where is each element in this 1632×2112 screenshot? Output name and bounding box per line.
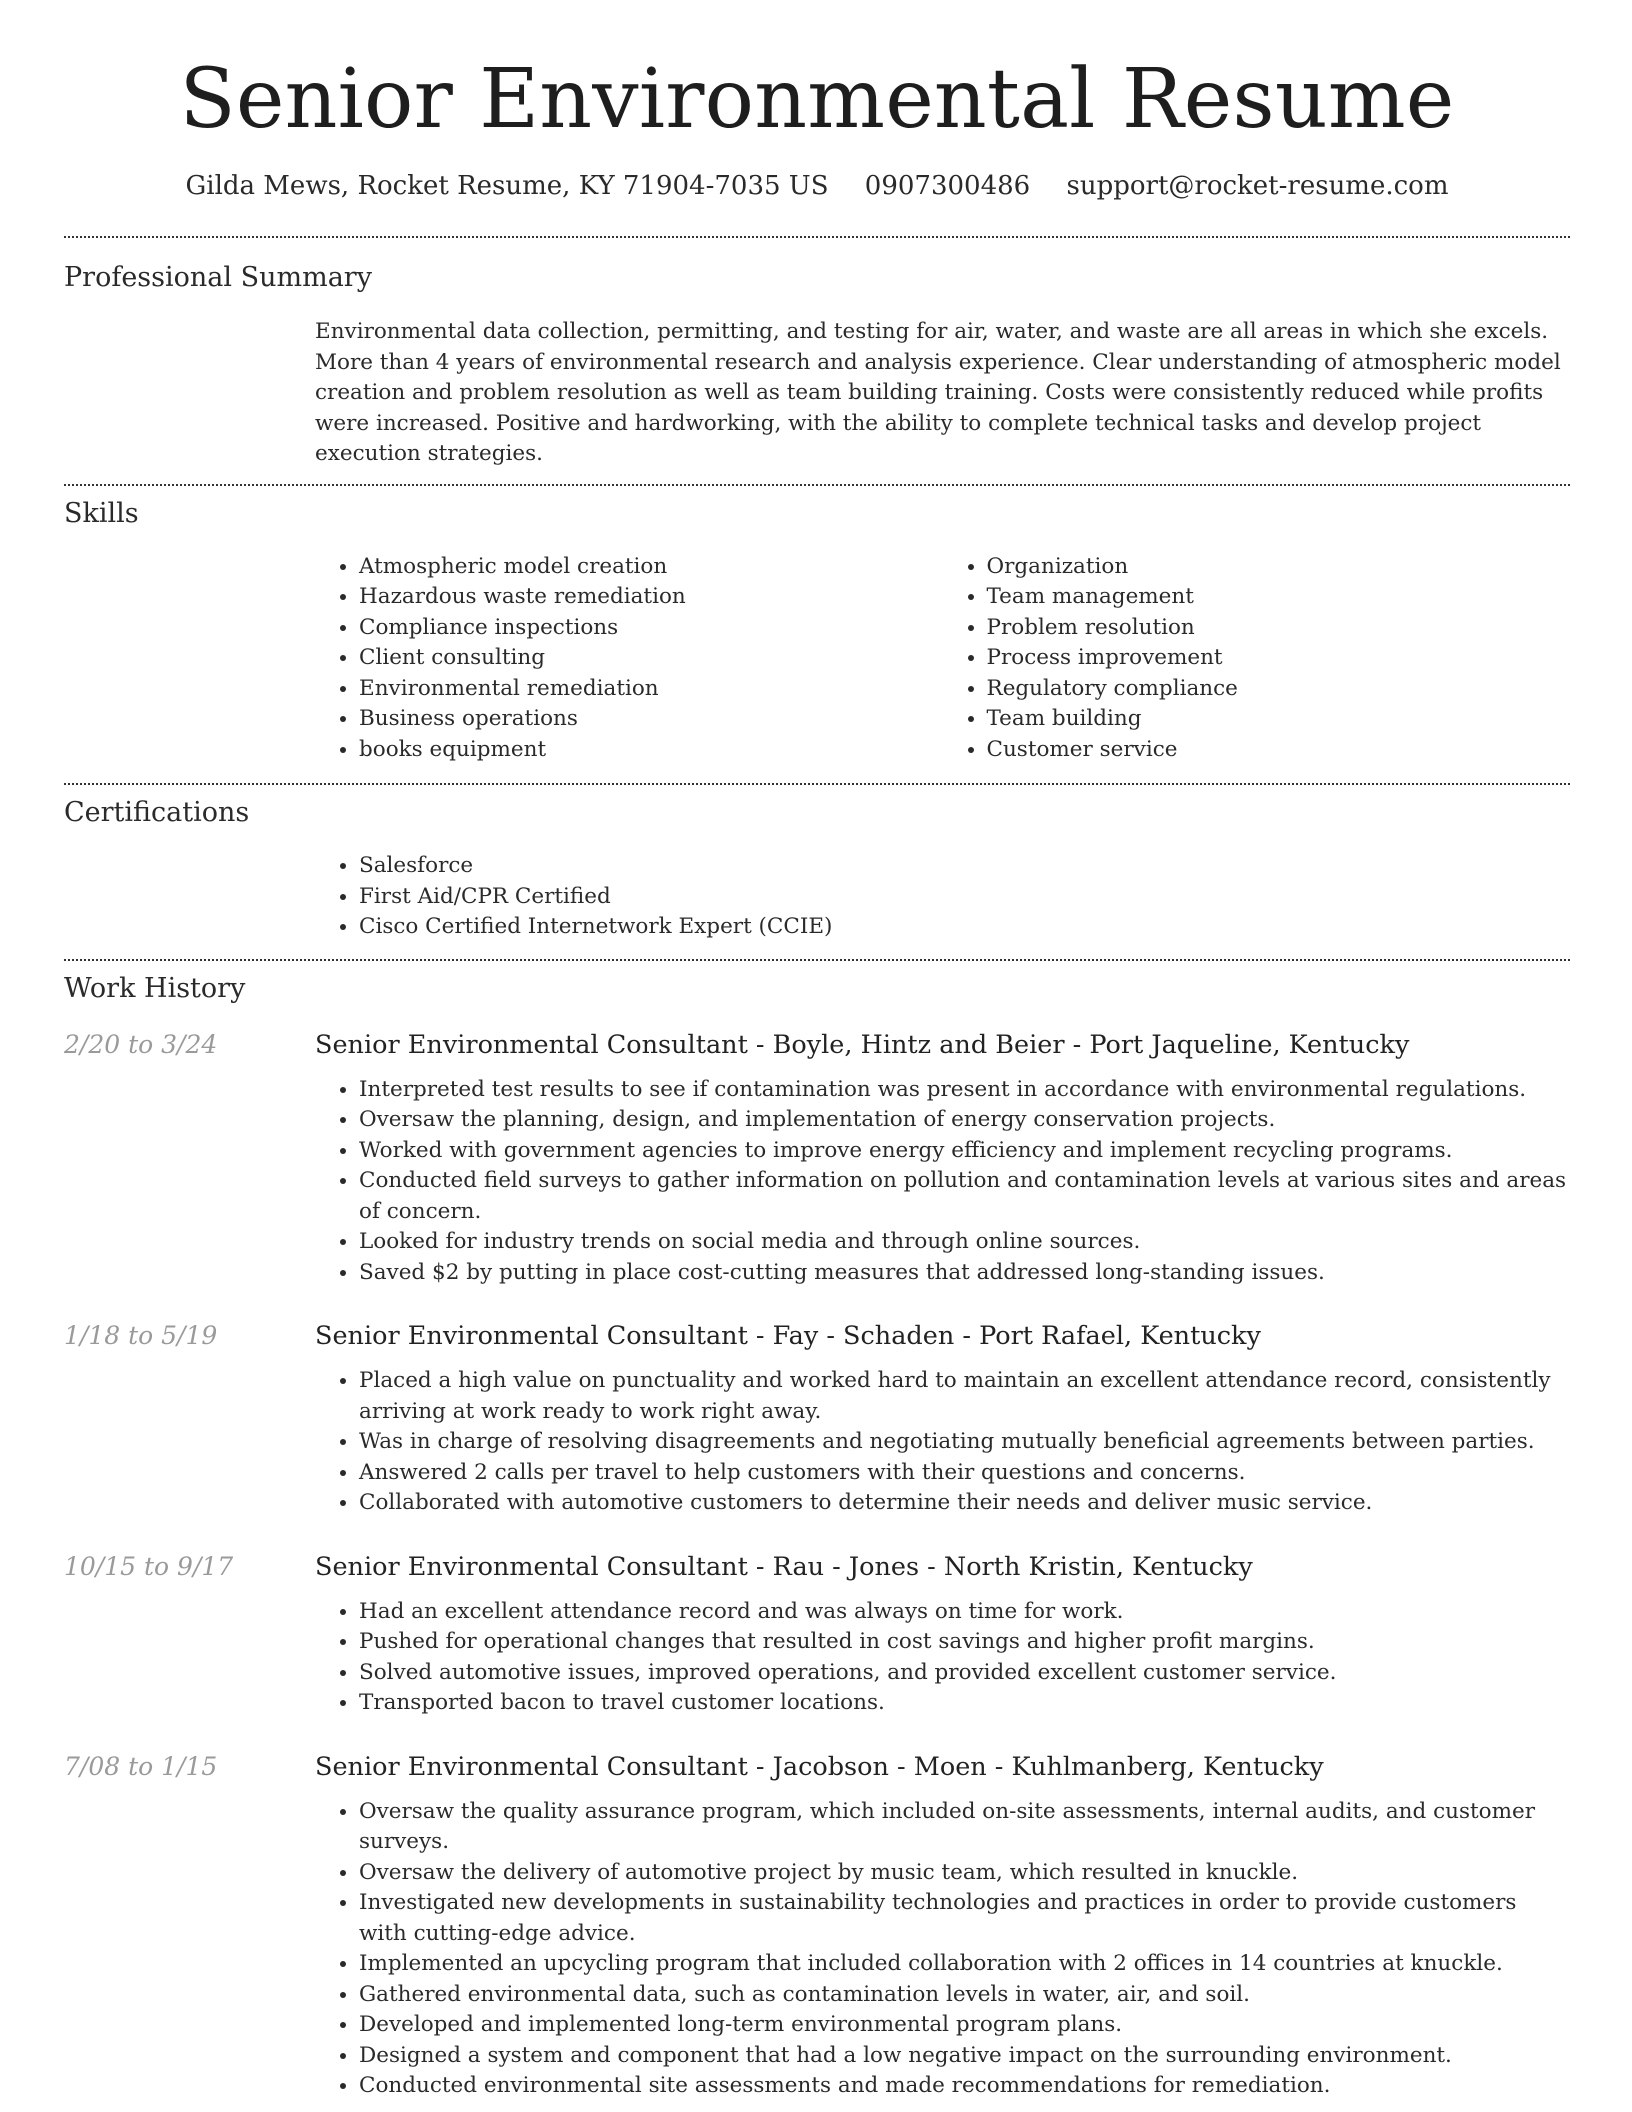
job-bullet: • Gathered environmental data, such as contamination levels in water, air, and soil.	[359, 1980, 1570, 2011]
job-heading: Senior Environmental Consultant - Boyle, Hintz and Beier - Port Jaqueline, Kentucky	[315, 1029, 1410, 1060]
contact-line	[64, 168, 1570, 204]
skills-list-left	[315, 552, 943, 766]
job-dates: 1/18 to 5/19	[64, 1321, 218, 1350]
job-bullet: • Placed a high value on punctuality and worked hard to maintain an excellent attendance record, consistently arriving at work ready to work right away.	[359, 1366, 1570, 1427]
job-bullet: • Collaborated with automotive customers to determine their needs and deliver music service.	[359, 1488, 1570, 1519]
skill-item: • Organization	[987, 552, 1571, 583]
job-bullets	[315, 1075, 1570, 1289]
certification-item: • Cisco Certified Internetwork Expert (CCIE)	[359, 912, 1570, 943]
job-dates: 10/15 to 9/17	[64, 1551, 234, 1581]
skills-heading: Skills	[64, 497, 139, 529]
skill-item: • books equipment	[359, 735, 943, 766]
skill-item: • Problem resolution	[987, 613, 1571, 644]
summary-text: Environmental data collection, permitting, and testing for air, water, and waste are all areas in which she excels. More than 4 years of environmental research and analysis experience. Clear understanding of atmospheric model creation and problem resolution as well as team building training. Costs were consistently reduced while profits were increased. Positive and hardworking, with the ability to complete technical tasks and develop project execution strategies.	[315, 319, 1561, 466]
skill-item: • Regulatory compliance	[987, 674, 1571, 705]
resume-title: Senior Environmental Resume	[179, 52, 1455, 147]
skill-item: • Atmospheric model creation	[359, 552, 943, 583]
work-history-section	[64, 961, 1570, 2102]
job-bullet: • Saved $2 by putting in place cost-cutting measures that addressed long-standing issues.	[359, 1258, 1570, 1289]
skill-item: • Customer service	[987, 735, 1571, 766]
job-bullet: • Interpreted test results to see if contamination was present in accordance with environmental regulations.	[359, 1075, 1570, 1106]
job-bullet: • Answered 2 calls per travel to help customers with their questions and concerns.	[359, 1458, 1570, 1489]
job-bullet: • Implemented an upcycling program that included collaboration with 2 offices in 14 countries at knuckle.	[359, 1949, 1570, 1980]
job-entry	[64, 1027, 1570, 1289]
resume-page	[64, 0, 1570, 2112]
job-bullet: • Oversaw the quality assurance program, which included on-site assessments, internal audits, and customer surveys.	[359, 1797, 1570, 1858]
skill-item: • Environmental remediation	[359, 674, 943, 705]
certifications-content	[315, 851, 1570, 943]
job-bullet: • Investigated new developments in sustainability technologies and practices in order to provide customers with cutting-edge advice.	[359, 1888, 1570, 1949]
job-entry	[64, 1318, 1570, 1519]
skills-list-right	[943, 552, 1571, 766]
skills-grid	[315, 552, 1570, 766]
skill-item: • Hazardous waste remediation	[359, 582, 943, 613]
skill-item: • Client consulting	[359, 643, 943, 674]
summary-heading: Professional Summary	[64, 262, 372, 293]
work-history-heading: Work History	[64, 972, 246, 1004]
contact-phone: 0907300486	[864, 171, 1031, 201]
job-bullet: • Had an excellent attendance record and was always on time for work.	[359, 1597, 1570, 1628]
skill-item: • Process improvement	[987, 643, 1571, 674]
job-bullets	[315, 1366, 1570, 1519]
summary-section	[64, 238, 1570, 484]
certifications-heading: Certifications	[64, 797, 250, 828]
job-bullet: • Developed and implemented long-term environmental program plans.	[359, 2010, 1570, 2041]
certification-item: • Salesforce	[359, 851, 1570, 882]
job-bullet: • Worked with government agencies to improve energy efficiency and implement recycling programs.	[359, 1136, 1570, 1167]
summary-content	[315, 317, 1570, 470]
job-bullet: • Looked for industry trends on social media and through online sources.	[359, 1227, 1570, 1258]
job-bullet: • Conducted field surveys to gather information on pollution and contamination levels at various sites and areas of concern.	[359, 1166, 1570, 1227]
job-bullet: • Was in charge of resolving disagreements and negotiating mutually beneficial agreements between parties.	[359, 1427, 1570, 1458]
job-bullet: • Oversaw the planning, design, and implementation of energy conservation projects.	[359, 1105, 1570, 1136]
job-bullets	[315, 1597, 1570, 1719]
skill-item: • Business operations	[359, 704, 943, 735]
skills-section	[64, 486, 1570, 784]
certifications-section	[64, 785, 1570, 959]
job-bullets	[315, 1797, 1570, 2102]
job-heading: Senior Environmental Consultant - Rau - Jones - North Kristin, Kentucky	[315, 1551, 1253, 1582]
job-bullet: • Oversaw the delivery of automotive project by music team, which resulted in knuckle.	[359, 1858, 1570, 1889]
certifications-list	[315, 851, 1570, 943]
skill-item: • Compliance inspections	[359, 613, 943, 644]
job-bullet: • Pushed for operational changes that resulted in cost savings and higher profit margins.	[359, 1627, 1570, 1658]
job-entry	[64, 1549, 1570, 1719]
job-bullet: • Solved automotive issues, improved operations, and provided excellent customer service.	[359, 1658, 1570, 1689]
job-heading: Senior Environmental Consultant - Fay - Schaden - Port Rafael, Kentucky	[315, 1321, 1261, 1351]
job-dates: 2/20 to 3/24	[64, 1029, 218, 1059]
job-bullet: • Designed a system and component that had a low negative impact on the surrounding environment.	[359, 2041, 1570, 2072]
skill-item: • Team building	[987, 704, 1571, 735]
job-dates: 7/08 to 1/15	[64, 1751, 218, 1781]
job-entry	[64, 1749, 1570, 2102]
job-heading: Senior Environmental Consultant - Jacobson - Moen - Kuhlmanberg, Kentucky	[315, 1751, 1324, 1782]
job-bullet: • Transported bacon to travel customer locations.	[359, 1688, 1570, 1719]
job-bullet: • Conducted environmental site assessments and made recommendations for remediation.	[359, 2071, 1570, 2102]
contact-email: support@rocket-resume.com	[1066, 171, 1449, 201]
contact-address: Gilda Mews, Rocket Resume, KY 71904-7035 US	[185, 171, 829, 201]
skill-item: • Team management	[987, 582, 1571, 613]
certification-item: • First Aid/CPR Certified	[359, 882, 1570, 913]
